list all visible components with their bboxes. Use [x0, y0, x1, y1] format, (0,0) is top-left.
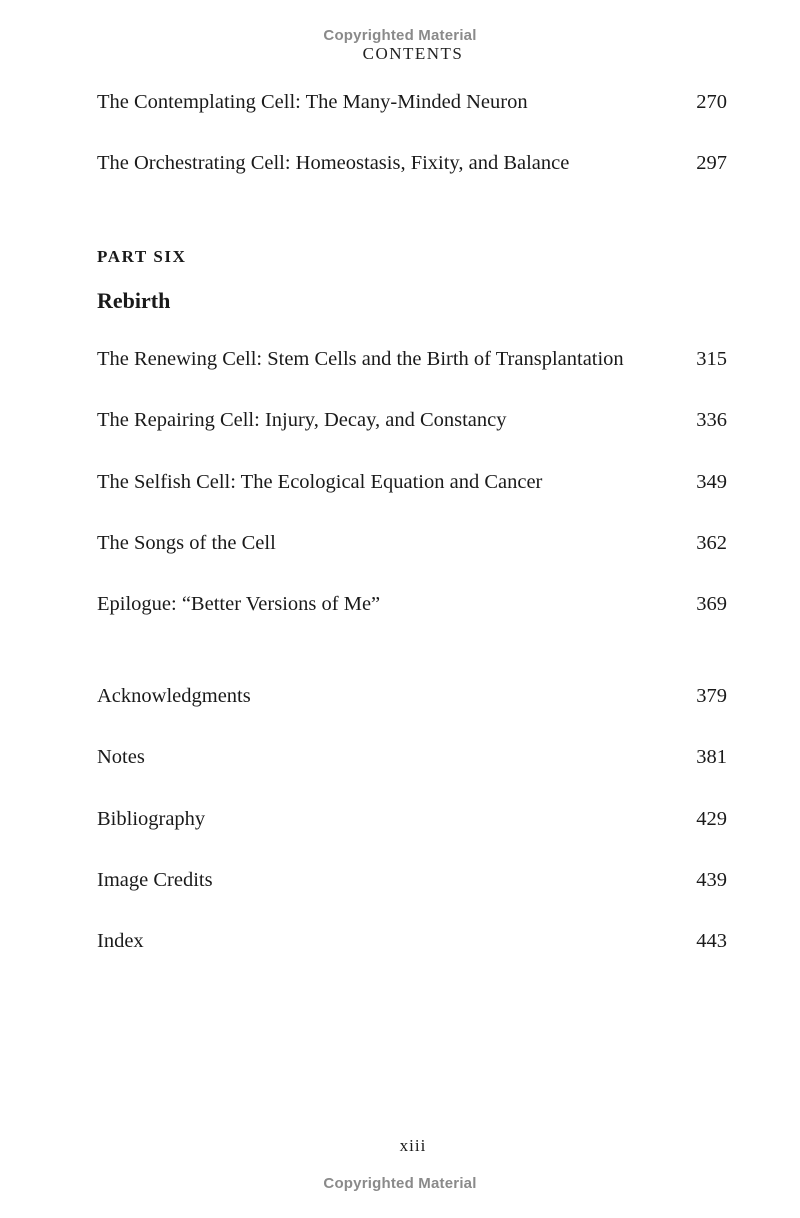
toc-entry-page: 381 [696, 746, 727, 768]
toc-entry-page: 439 [696, 869, 727, 891]
toc-entry-page: 429 [696, 808, 727, 830]
copyright-watermark-top: Copyrighted Material [323, 27, 477, 44]
running-head: CONTENTS [362, 44, 464, 63]
toc-entry [97, 743, 727, 771]
toc-entry-title: The Orchestrating Cell: Homeostasis, Fixity, and Balance [97, 152, 570, 174]
toc-entry-page: 379 [696, 685, 727, 707]
toc-entry-page: 315 [696, 348, 727, 370]
toc-entry [97, 529, 727, 557]
toc-entry [97, 149, 727, 177]
toc-entry [97, 590, 727, 618]
toc-entry [97, 406, 727, 434]
toc-entry [97, 88, 727, 116]
toc-entry-title: Index [97, 930, 144, 952]
toc-entry-title: The Renewing Cell: Stem Cells and the Birth of Transplantation [97, 348, 624, 370]
toc-entry-title: Bibliography [97, 808, 206, 830]
toc-entry [97, 805, 727, 833]
toc-entry-page: 297 [696, 152, 727, 174]
toc-entry-title: Image Credits [97, 869, 213, 891]
toc-entry-page: 443 [696, 930, 727, 952]
toc-entry-page: 369 [696, 593, 727, 615]
toc-entry [97, 345, 727, 373]
toc-entry-title: Acknowledgments [97, 685, 251, 707]
part-label: PART SIX [97, 247, 187, 266]
toc-entry-title: Epilogue: “Better Versions of Me” [97, 593, 381, 615]
part-title: Rebirth [97, 288, 171, 313]
toc-entry-page: 362 [696, 532, 727, 554]
toc-entry-title: The Contemplating Cell: The Many-Minded Neuron [97, 91, 528, 113]
toc-entry-page: 336 [696, 409, 727, 431]
toc-entry-title: Notes [97, 746, 145, 768]
toc-entry-page: 270 [696, 91, 727, 113]
toc-entry [97, 927, 727, 955]
toc-entry-title: The Selfish Cell: The Ecological Equation and Cancer [97, 471, 543, 493]
toc-entry [97, 682, 727, 710]
toc-entry-title: The Songs of the Cell [97, 532, 276, 554]
toc-entry-title: The Repairing Cell: Injury, Decay, and Constancy [97, 409, 507, 431]
toc-entry-page: 349 [696, 471, 727, 493]
copyright-watermark-bottom: Copyrighted Material [323, 1175, 477, 1192]
toc-entry [97, 866, 727, 894]
page-number: xiii [399, 1136, 427, 1155]
toc-entry [97, 468, 727, 496]
